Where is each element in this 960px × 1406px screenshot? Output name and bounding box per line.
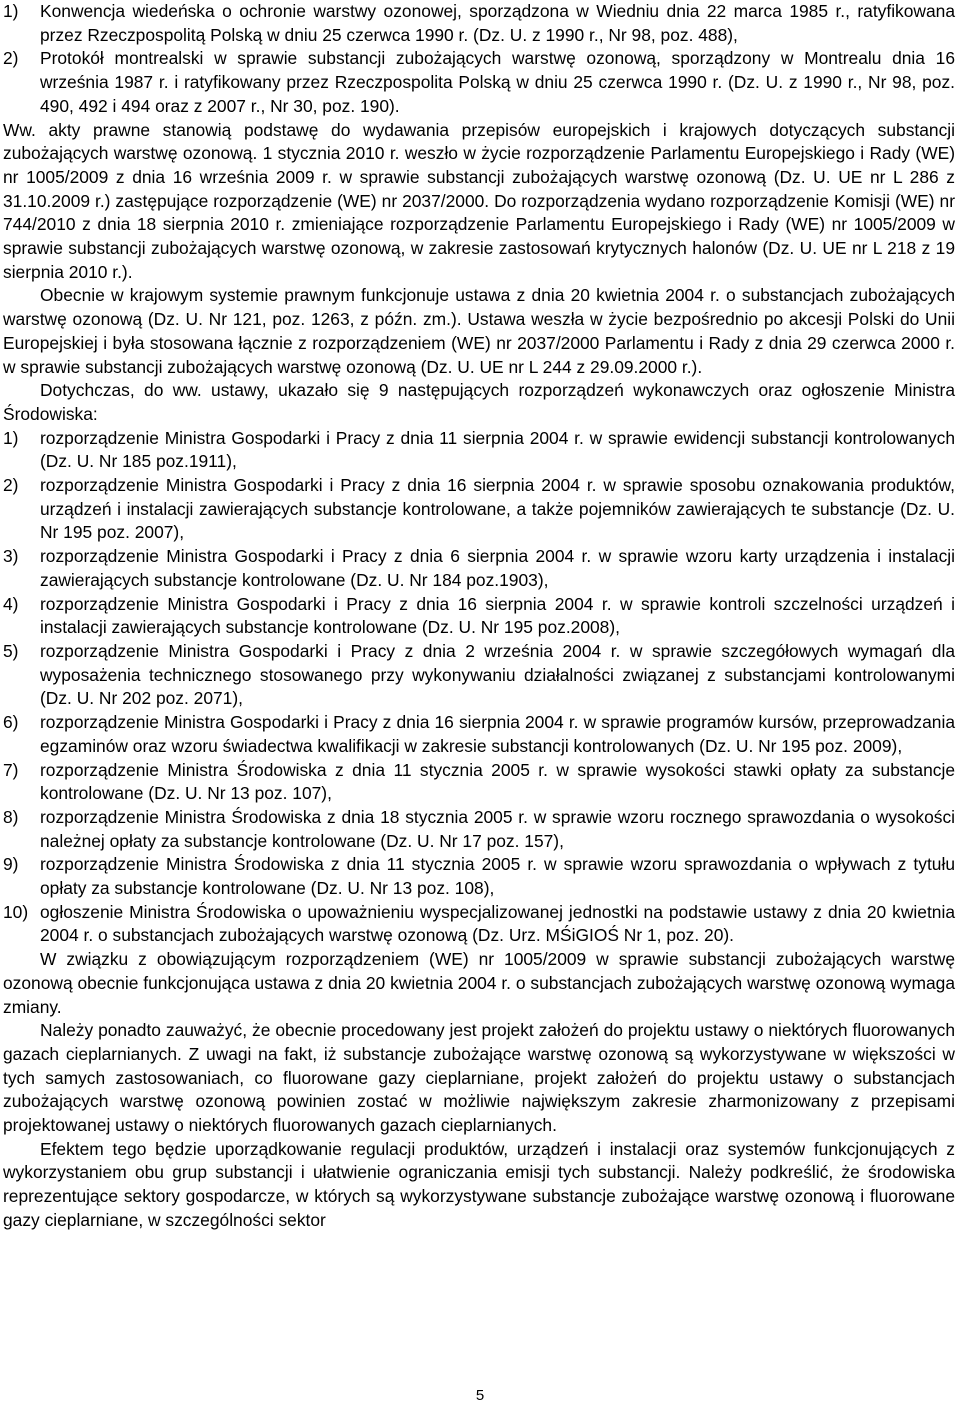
list-item-number: 2) (3, 475, 19, 496)
list-item-text: rozporządzenie Ministra Gospodarki i Pracy z dnia 16 sierpnia 2004 r. w sprawie kontroli szczelności urządzeń i instalacji zawierających substancje kontrolowane (Dz. U. Nr 195 poz.2008), (40, 593, 955, 638)
list-item-number: 1) (3, 1, 19, 21)
list-item (3, 0, 955, 47)
list-item-text: Konwencja wiedeńska o ochronie warstwy ozonowej, sporządzona w Wiedniu dnia 22 marca 1985 r., ratyfikowana przez Rzeczpospolitą Polską w dniu 25 czerwca 1990 r. (Dz. U. z 1990 r., Nr 98, poz. 488), (40, 1, 955, 45)
list-item-number: 6) (3, 712, 19, 733)
regulations-list (3, 427, 955, 948)
list-item (3, 711, 955, 758)
list-item-text: rozporządzenie Ministra Gospodarki i Pracy z dnia 6 sierpnia 2004 r. w sprawie wzoru karty urządzenia i instalacji zawierających substancje kontrolowane (Dz. U. Nr 184 poz.1903), (40, 546, 955, 590)
list-item-number: 5) (3, 640, 19, 661)
list-item-number: 4) (3, 593, 19, 614)
intro-list (3, 0, 955, 119)
list-item-number: 3) (3, 546, 19, 567)
paragraph-obecnie: Obecnie w krajowym systemie prawnym funkcjonuje ustawa z dnia 20 kwietnia 2004 r. o substancjach zubożających warstwę ozonową (Dz. U. Nr 121, poz. 1263, z późn. zm.). Ustawa weszła w życie bezpośrednio po akcesji Polski do Unii Europejskiej i była stosowana łącznie z rozporządzeniem (WE) nr 2037/2000 Parlamentu i Rady z dnia 29 czerwca 2000 r. w sprawie substancji zubożających warstwę ozonową (Dz. U. UE nr L 244 z 29.09.2000 r.). (3, 285, 955, 377)
list-item (3, 853, 955, 900)
list-item-text: rozporządzenie Ministra Gospodarki i Pracy z dnia 16 sierpnia 2004 r. w sprawie programów kursów, przeprowadzania egzaminów oraz wzoru świadectwa kwalifikacji w zakresie substancji kontrolowanych (Dz. U. Nr 195 poz. 2009), (40, 712, 955, 756)
list-item-number: 7) (3, 759, 19, 780)
list-item-text: Protokół montrealski w sprawie substancji zubożających warstwę ozonową, sporządzony w Montrealu dnia 16 września 1987 r. i ratyfikowany przez Rzeczpospolita Polską w dniu 25 czerwca 1990 r. (Dz. U. z 1990 r., Nr 98, poz. 490, 492 i 494 oraz z 2007 r., Nr 30, poz. 190). (40, 48, 955, 116)
list-item (3, 47, 955, 118)
list-item-text: rozporządzenie Ministra Środowiska z dnia 11 stycznia 2005 r. w sprawie wzoru sprawozdania o wpływach z tytułu opłaty za substancje kontrolowane (Dz. U. Nr 13 poz. 108), (40, 854, 955, 899)
paragraph-efektem: Efektem tego będzie uporządkowanie regulacji produktów, urządzeń i instalacji oraz systemów funkcjonujących z wykorzystaniem obu grup substancji i ułatwienie ograniczania emisji tych substancji. Należy podkreślić, że środowiska reprezentujące sektory gospodarcze, w których są wykorzystywane substancje zubożające warstwę ozonową i fluorowane gazy cieplarniane, w szczególności sektor (3, 1138, 955, 1230)
list-item-text: ogłoszenie Ministra Środowiska o upoważnieniu wyspecjalizowanej jednostki na podstawie ustawy z dnia 20 kwietnia 2004 r. o substancjach zubożających warstwę ozonową (Dz. Urz. MŚiGIOŚ Nr 1, poz. 20). (40, 901, 955, 946)
list-item (3, 901, 955, 948)
paragraph-nalezy: Należy ponadto zauważyć, że obecnie procedowany jest projekt założeń do projektu ustawy o niektórych fluorowanych gazach cieplarnianych. Z uwagi na fakt, iż substancje zubożające warstwę ozonową są wykorzystywane w większości w tych samych zastosowaniach, co fluorowane gazy cieplarniane, projekt założeń do projektu ustawy o substancjach zubożających warstwę ozonową powinien zostać w możliwie największym zakresie zharmonizowany z przepisami projektowanej ustawy o niektórych fluorowanych gazach cieplarnianych. (3, 1020, 955, 1136)
list-item-text: rozporządzenie Ministra Gospodarki i Pracy z dnia 16 sierpnia 2004 r. w sprawie sposobu oznakowania produktów, urządzeń i instalacji zawierających substancje kontrolowane, a także pojemników zawierających te substancje (Dz. U. Nr 195 poz. 2007), (40, 475, 955, 543)
list-item-text: rozporządzenie Ministra Gospodarki i Pracy z dnia 2 września 2004 r. w sprawie szczegółowych wymagań dla wyposażenia technicznego stosowanego przy wykonywaniu działalności związanej z substancjami kontrolowanymi (Dz. U. Nr 202 poz. 2071), (40, 640, 955, 709)
list-item (3, 806, 955, 853)
page-number: 5 (475, 1387, 485, 1404)
paragraph-dotychczas: Dotychczas, do ww. ustawy, ukazało się 9 następujących rozporządzeń wykonawczych oraz ogłoszenie Ministra Środowiska: (3, 380, 955, 424)
list-item (3, 759, 955, 806)
list-item-number: 8) (3, 806, 19, 827)
list-item-number: 9) (3, 854, 19, 875)
list-item-number: 1) (3, 427, 19, 448)
paragraph-ww: Ww. akty prawne stanowią podstawę do wydawania przepisów europejskich i krajowych dotyczących substancji zubożających warstwę ozonową. 1 stycznia 2010 r. weszło w życie rozporządzenie Parlamentu Europejskiego i Rady (WE) nr 1005/2009 z dnia 16 września 2009 r. w sprawie substancji zubożających warstwę ozonową (Dz. U. UE nr L 286 z 31.10.2009 r.) zastępujące rozporządzenie (WE) nr 2037/2000. Do rozporządzenia wydano rozporządzenie Komisji (WE) nr 744/2010 z dnia 18 sierpnia 2010 r. zmieniające rozporządzenie Parlamentu Europejskiego i Rady (WE) nr 1005/2009 w sprawie substancji zubożających warstwę ozonową, w zakresie zastosowań krytycznych halonów (Dz. U. UE nr L 218 z 19 sierpnia 2010 r.). (3, 119, 955, 282)
list-item-number: 2) (3, 48, 19, 69)
list-item (3, 545, 955, 592)
list-item (3, 474, 955, 545)
list-item-text: rozporządzenie Ministra Gospodarki i Pracy z dnia 11 sierpnia 2004 r. w sprawie ewidencji substancji kontrolowanych (Dz. U. Nr 185 poz.1911), (40, 427, 955, 472)
list-item (3, 427, 955, 474)
list-item-text: rozporządzenie Ministra Środowiska z dnia 18 stycznia 2005 r. w sprawie wzoru rocznego sprawozdania o wysokości należnej opłaty za substancje kontrolowane (Dz. U. Nr 17 poz. 157), (40, 806, 955, 851)
list-item-text: rozporządzenie Ministra Środowiska z dnia 11 stycznia 2005 r. w sprawie wysokości stawki opłaty za substancje kontrolowane (Dz. U. Nr 13 poz. 107), (40, 759, 955, 804)
paragraph-w-zwiazku: W związku z obowiązującym rozporządzeniem (WE) nr 1005/2009 w sprawie substancji zubożających warstwę ozonową obecnie funkcjonująca ustawa z dnia 20 kwietnia 2004 r. o substancjach zubożających warstwę ozonową wymaga zmiany. (3, 949, 955, 1017)
list-item-number: 10) (3, 901, 29, 922)
list-item (3, 593, 955, 640)
list-item (3, 640, 955, 711)
